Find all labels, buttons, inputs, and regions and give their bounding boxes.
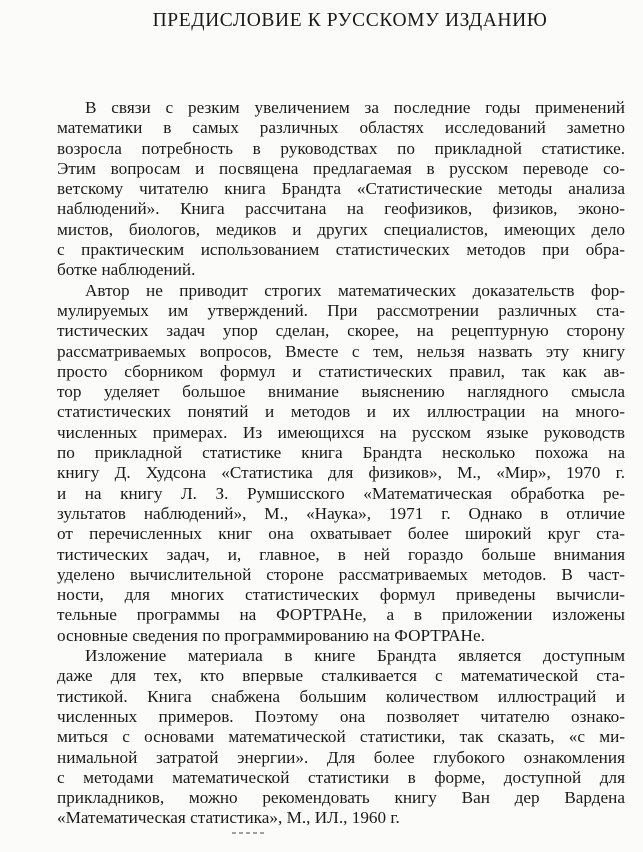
print-mark [232, 832, 266, 834]
text-line: прикладников, можно рекомендовать книгу Ван дер Вардена [57, 788, 625, 808]
text-line: ветскому читателю книга Брандта «Статистические методы анализа [57, 179, 625, 199]
text-line: Автор не приводит строгих математических доказательств фор- [85, 280, 625, 300]
text-line: ности, для многих статистических формул приведены вычисли- [57, 585, 625, 605]
body-text [57, 98, 625, 829]
text-line: мистов, биологов, медиков и других специалистов, имеющих дело [57, 219, 625, 239]
paragraph-1 [57, 98, 625, 281]
text-line: с методами математической статистики в форме, доступной для [57, 767, 625, 787]
text-line: рассматриваемых вопросов, Вместе с тем, нельзя назвать эту книгу [57, 341, 625, 361]
text-line: уделено вычислительной стороне рассматриваемых методов. В част- [57, 564, 625, 584]
text-line: нимальной затратой энергии». Для более глубокого ознакомления [57, 747, 625, 767]
text-line: книгу Д. Худсона «Статистика для физиков», М., «Мир», 1970 г. [57, 463, 625, 483]
text-line: с практическим использованием статистических методов при обра- [57, 240, 625, 260]
text-line: даже для тех, кто впервые сталкивается с математической ста- [57, 666, 625, 686]
text-line: зультатов наблюдений», М., «Наука», 1971 г. Однако в отличие [57, 503, 625, 523]
text-line: ботке наблюдений. [57, 260, 196, 280]
text-line: численных примеров. Поэтому она позволяет читателю ознако- [57, 706, 625, 726]
text-line: Этим вопросам и посвящена предлагаемая в русском переводе со- [57, 158, 625, 178]
text-line: статистических понятий и методов и их иллюстрации на много- [57, 402, 625, 422]
page-title: ПРЕДИСЛОВИЕ К РУССКОМУ ИЗДАНИЮ [152, 10, 548, 31]
text-line: миться с основами математической статистики, так сказать, «с ми- [57, 727, 625, 747]
text-line: тистикой. Книга снабжена большим количеством иллюстраций и [57, 686, 625, 706]
text-line: численных примерах. Из имеющихся на русском языке руководств [57, 422, 625, 442]
paragraph-2 [57, 281, 625, 646]
text-line: тор уделяет большое внимание выяснению наглядного смысла [57, 382, 625, 402]
text-line: тистических задач упор сделан, скорее, на рецептурную сторону [57, 321, 625, 341]
text-line: В связи с резким увеличением за последние годы применений [85, 98, 625, 117]
text-line: «Математическая статистика», М., ИЛ., 1960 г. [57, 808, 400, 828]
text-line: основные сведения по программированию на ФОРТРАНе. [57, 625, 485, 645]
text-line: мулируемых им утверждений. При рассмотрении различных ста- [57, 300, 625, 320]
text-line: тистических задач, и, главное, в ней гораздо больше внимания [57, 544, 625, 564]
text-line: тельные программы на ФОРТРАНе, а в приложении изложены [57, 605, 625, 625]
text-line: наблюдений». Книга рассчитана на геофизиков, физиков, эконо- [57, 199, 625, 219]
paragraph-3 [57, 646, 625, 829]
text-line: математики в самых различных областях исследований заметно [57, 118, 625, 138]
text-line: просто сборником формул и статистических правил, так как ав- [57, 361, 625, 381]
text-line: возросла потребность в руководствах по прикладной статистике. [57, 138, 625, 158]
text-line: от перечисленных книг она охватывает более широкий круг ста- [57, 524, 625, 544]
text-line: по прикладной статистике книга Брандта несколько похожа на [57, 443, 625, 463]
text-line: Изложение материала в книге Брандта является доступным [85, 646, 625, 666]
text-line: и на книгу Л. З. Румшисского «Математическая обработка ре- [57, 483, 625, 503]
